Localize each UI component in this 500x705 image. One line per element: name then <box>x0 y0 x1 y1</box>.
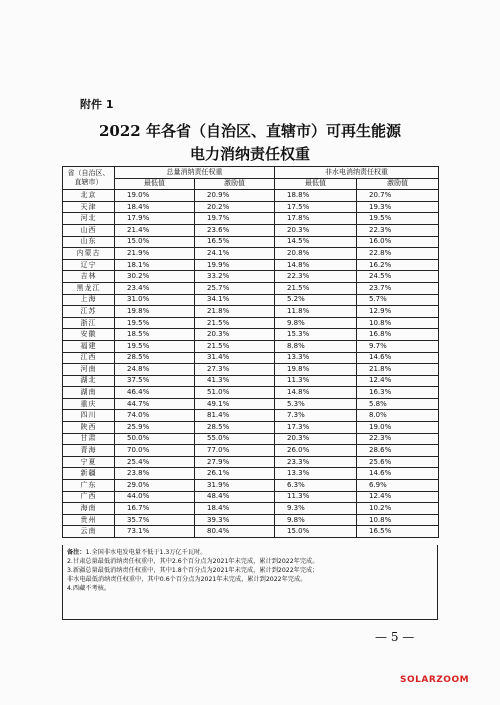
province-cell: 浙江 <box>63 317 115 329</box>
value-cell: 12.4% <box>357 375 439 387</box>
note-item: 2.甘肃总量最低消纳责任权重中，其中2.6个百分点为2021年未完成，累计到2022年完成。 <box>67 558 319 565</box>
province-cell: 青海 <box>63 445 115 457</box>
province-cell: 福建 <box>63 340 115 352</box>
table-row <box>63 526 439 538</box>
value-cell: 17.9% <box>115 213 195 225</box>
value-cell: 21.5% <box>195 340 275 352</box>
value-cell: 73.1% <box>115 526 195 538</box>
value-cell: 28.6% <box>357 445 439 457</box>
value-cell: 20.8% <box>275 248 357 260</box>
value-cell: 5.7% <box>357 294 439 306</box>
value-cell: 23.8% <box>115 468 195 480</box>
table-row <box>63 364 439 376</box>
province-cell: 新疆 <box>63 468 115 480</box>
value-cell: 41.3% <box>195 375 275 387</box>
value-cell: 7.3% <box>275 410 357 422</box>
value-cell: 27.3% <box>195 364 275 376</box>
value-cell: 14.8% <box>275 259 357 271</box>
value-cell: 74.0% <box>115 410 195 422</box>
province-cell: 甘肃 <box>63 433 115 445</box>
value-cell: 21.4% <box>115 224 195 236</box>
header-nonhydro-incentive: 激励值 <box>357 178 439 190</box>
province-cell: 安徽 <box>63 329 115 341</box>
note-item: 1.全国非水电发电量不低于1.3万亿千瓦时。 <box>85 549 207 556</box>
province-cell: 重庆 <box>63 398 115 410</box>
table-row <box>63 190 439 202</box>
province-cell: 四川 <box>63 410 115 422</box>
value-cell: 20.3% <box>195 329 275 341</box>
value-cell: 31.9% <box>195 480 275 492</box>
value-cell: 17.8% <box>275 213 357 225</box>
value-cell: 21.9% <box>115 248 195 260</box>
value-cell: 11.3% <box>275 375 357 387</box>
province-cell: 贵州 <box>63 514 115 526</box>
province-cell: 湖南 <box>63 387 115 399</box>
value-cell: 16.0% <box>357 236 439 248</box>
value-cell: 20.2% <box>195 201 275 213</box>
table-row <box>63 433 439 445</box>
value-cell: 12.9% <box>357 306 439 318</box>
value-cell: 21.5% <box>195 317 275 329</box>
province-cell: 上海 <box>63 294 115 306</box>
value-cell: 16.7% <box>115 503 195 515</box>
value-cell: 18.5% <box>115 329 195 341</box>
note-item: 4.西藏不考核。 <box>67 585 111 592</box>
value-cell: 49.1% <box>195 398 275 410</box>
value-cell: 30.2% <box>115 271 195 283</box>
value-cell: 21.8% <box>357 364 439 376</box>
header-province: 省（自治区、直辖市） <box>63 167 115 190</box>
value-cell: 8.0% <box>357 410 439 422</box>
table-row <box>63 282 439 294</box>
notes-label: 备注： <box>67 549 86 556</box>
value-cell: 23.7% <box>357 282 439 294</box>
table-row <box>63 387 439 399</box>
document-title-line2: 电力消纳责任权重 <box>189 145 310 163</box>
value-cell: 5.3% <box>275 398 357 410</box>
value-cell: 20.3% <box>275 224 357 236</box>
value-cell: 34.1% <box>195 294 275 306</box>
value-cell: 13.3% <box>275 352 357 364</box>
province-cell: 海南 <box>63 503 115 515</box>
value-cell: 19.3% <box>357 201 439 213</box>
value-cell: 26.1% <box>195 468 275 480</box>
province-cell: 山西 <box>63 224 115 236</box>
header-total-incentive: 激励值 <box>195 178 275 190</box>
value-cell: 9.3% <box>275 503 357 515</box>
table-row <box>63 491 439 503</box>
value-cell: 25.7% <box>195 282 275 294</box>
province-cell: 山东 <box>63 236 115 248</box>
value-cell: 51.0% <box>195 387 275 399</box>
value-cell: 10.8% <box>357 514 439 526</box>
value-cell: 16.3% <box>357 387 439 399</box>
value-cell: 23.4% <box>115 282 195 294</box>
value-cell: 15.0% <box>275 526 357 538</box>
table-body <box>63 190 439 538</box>
value-cell: 14.5% <box>275 236 357 248</box>
watermark: SOLARZOOM <box>400 675 470 685</box>
province-cell: 北京 <box>63 190 115 202</box>
value-cell: 14.6% <box>357 352 439 364</box>
value-cell: 10.2% <box>357 503 439 515</box>
value-cell: 25.6% <box>357 456 439 468</box>
province-cell: 辽宁 <box>63 259 115 271</box>
province-cell: 云南 <box>63 526 115 538</box>
header-total-min: 最低值 <box>115 178 195 190</box>
table-row <box>63 317 439 329</box>
value-cell: 15.3% <box>275 329 357 341</box>
table-row <box>63 375 439 387</box>
value-cell: 6.3% <box>275 480 357 492</box>
value-cell: 31.4% <box>195 352 275 364</box>
value-cell: 35.7% <box>115 514 195 526</box>
table-row <box>63 503 439 515</box>
value-cell: 23.6% <box>195 224 275 236</box>
table-row <box>63 294 439 306</box>
value-cell: 5.2% <box>275 294 357 306</box>
value-cell: 22.8% <box>357 248 439 260</box>
value-cell: 19.5% <box>357 213 439 225</box>
value-cell: 22.3% <box>357 224 439 236</box>
value-cell: 44.0% <box>115 491 195 503</box>
table-row <box>63 480 439 492</box>
document-title-line1: 2022 年各省（自治区、直辖市）可再生能源 <box>99 122 401 140</box>
value-cell: 21.5% <box>275 282 357 294</box>
value-cell: 20.3% <box>275 433 357 445</box>
value-cell: 48.4% <box>195 491 275 503</box>
province-cell: 黑龙江 <box>63 282 115 294</box>
value-cell: 14.8% <box>275 387 357 399</box>
value-cell: 19.7% <box>195 213 275 225</box>
value-cell: 18.4% <box>115 201 195 213</box>
value-cell: 16.8% <box>357 329 439 341</box>
value-cell: 5.8% <box>357 398 439 410</box>
value-cell: 26.0% <box>275 445 357 457</box>
note-line <box>67 548 433 557</box>
header-total-weight: 总量消纳责任权重 <box>115 167 275 179</box>
value-cell: 22.3% <box>357 433 439 445</box>
table-row <box>63 398 439 410</box>
value-cell: 8.8% <box>275 340 357 352</box>
value-cell: 18.1% <box>115 259 195 271</box>
value-cell: 22.3% <box>275 271 357 283</box>
value-cell: 55.0% <box>195 433 275 445</box>
value-cell: 37.5% <box>115 375 195 387</box>
value-cell: 28.5% <box>195 422 275 434</box>
value-cell: 29.0% <box>115 480 195 492</box>
page-number: — 5 — <box>375 630 415 644</box>
value-cell: 19.5% <box>115 340 195 352</box>
value-cell: 70.0% <box>115 445 195 457</box>
province-cell: 陕西 <box>63 422 115 434</box>
value-cell: 16.5% <box>195 236 275 248</box>
table-row <box>63 213 439 225</box>
value-cell: 15.0% <box>115 236 195 248</box>
value-cell: 44.7% <box>115 398 195 410</box>
value-cell: 50.0% <box>115 433 195 445</box>
value-cell: 77.0% <box>195 445 275 457</box>
value-cell: 10.8% <box>357 317 439 329</box>
value-cell: 9.8% <box>275 514 357 526</box>
province-cell: 广东 <box>63 480 115 492</box>
value-cell: 23.3% <box>275 456 357 468</box>
value-cell: 27.9% <box>195 456 275 468</box>
value-cell: 9.8% <box>275 317 357 329</box>
table-row <box>63 271 439 283</box>
value-cell: 20.7% <box>357 190 439 202</box>
table-row <box>63 236 439 248</box>
value-cell: 19.9% <box>195 259 275 271</box>
value-cell: 19.8% <box>275 364 357 376</box>
value-cell: 9.7% <box>357 340 439 352</box>
table-row <box>63 456 439 468</box>
value-cell: 31.0% <box>115 294 195 306</box>
province-cell: 河北 <box>63 213 115 225</box>
value-cell: 19.8% <box>115 306 195 318</box>
table-row <box>63 259 439 271</box>
value-cell: 80.4% <box>195 526 275 538</box>
value-cell: 19.5% <box>115 317 195 329</box>
table-row <box>63 468 439 480</box>
annex-label: 附件 1 <box>80 98 114 111</box>
header-nonhydro-weight: 非水电消纳责任权重 <box>275 167 439 179</box>
value-cell: 17.5% <box>275 201 357 213</box>
value-cell: 11.3% <box>275 491 357 503</box>
table-row <box>63 514 439 526</box>
province-cell: 吉林 <box>63 271 115 283</box>
value-cell: 28.5% <box>115 352 195 364</box>
value-cell: 18.8% <box>275 190 357 202</box>
table-row <box>63 445 439 457</box>
table-row <box>63 422 439 434</box>
value-cell: 12.4% <box>357 491 439 503</box>
value-cell: 16.5% <box>357 526 439 538</box>
value-cell: 16.2% <box>357 259 439 271</box>
value-cell: 18.4% <box>195 503 275 515</box>
table-row <box>63 248 439 260</box>
province-cell: 天津 <box>63 201 115 213</box>
province-cell: 内蒙古 <box>63 248 115 260</box>
value-cell: 19.0% <box>115 190 195 202</box>
table-row <box>63 340 439 352</box>
province-cell: 河南 <box>63 364 115 376</box>
value-cell: 24.5% <box>357 271 439 283</box>
province-cell: 江苏 <box>63 306 115 318</box>
value-cell: 25.4% <box>115 456 195 468</box>
value-cell: 33.2% <box>195 271 275 283</box>
value-cell: 11.8% <box>275 306 357 318</box>
value-cell: 13.3% <box>275 468 357 480</box>
weights-table <box>62 166 439 538</box>
table-row <box>63 352 439 364</box>
table-row <box>63 306 439 318</box>
value-cell: 25.9% <box>115 422 195 434</box>
value-cell: 6.9% <box>357 480 439 492</box>
value-cell: 17.3% <box>275 422 357 434</box>
province-cell: 广西 <box>63 491 115 503</box>
table-row <box>63 201 439 213</box>
note-item: 非水电最低消纳责任权重中，其中0.6个百分点为2021年未完成，累计到2022年完成。 <box>67 576 307 583</box>
province-cell: 江西 <box>63 352 115 364</box>
note-item: 3.新疆总量最低消纳责任权重中，其中1.8个百分点为2021年未完成，累计到2022年完成； <box>67 567 319 574</box>
value-cell: 14.6% <box>357 468 439 480</box>
value-cell: 24.8% <box>115 364 195 376</box>
table-row <box>63 224 439 236</box>
value-cell: 46.4% <box>115 387 195 399</box>
value-cell: 39.3% <box>195 514 275 526</box>
province-cell: 宁夏 <box>63 456 115 468</box>
value-cell: 24.1% <box>195 248 275 260</box>
table-row <box>63 329 439 341</box>
value-cell: 20.9% <box>195 190 275 202</box>
notes-box <box>62 545 438 620</box>
table-row <box>63 410 439 422</box>
value-cell: 81.4% <box>195 410 275 422</box>
value-cell: 21.8% <box>195 306 275 318</box>
value-cell: 19.0% <box>357 422 439 434</box>
province-cell: 湖北 <box>63 375 115 387</box>
header-nonhydro-min: 最低值 <box>275 178 357 190</box>
